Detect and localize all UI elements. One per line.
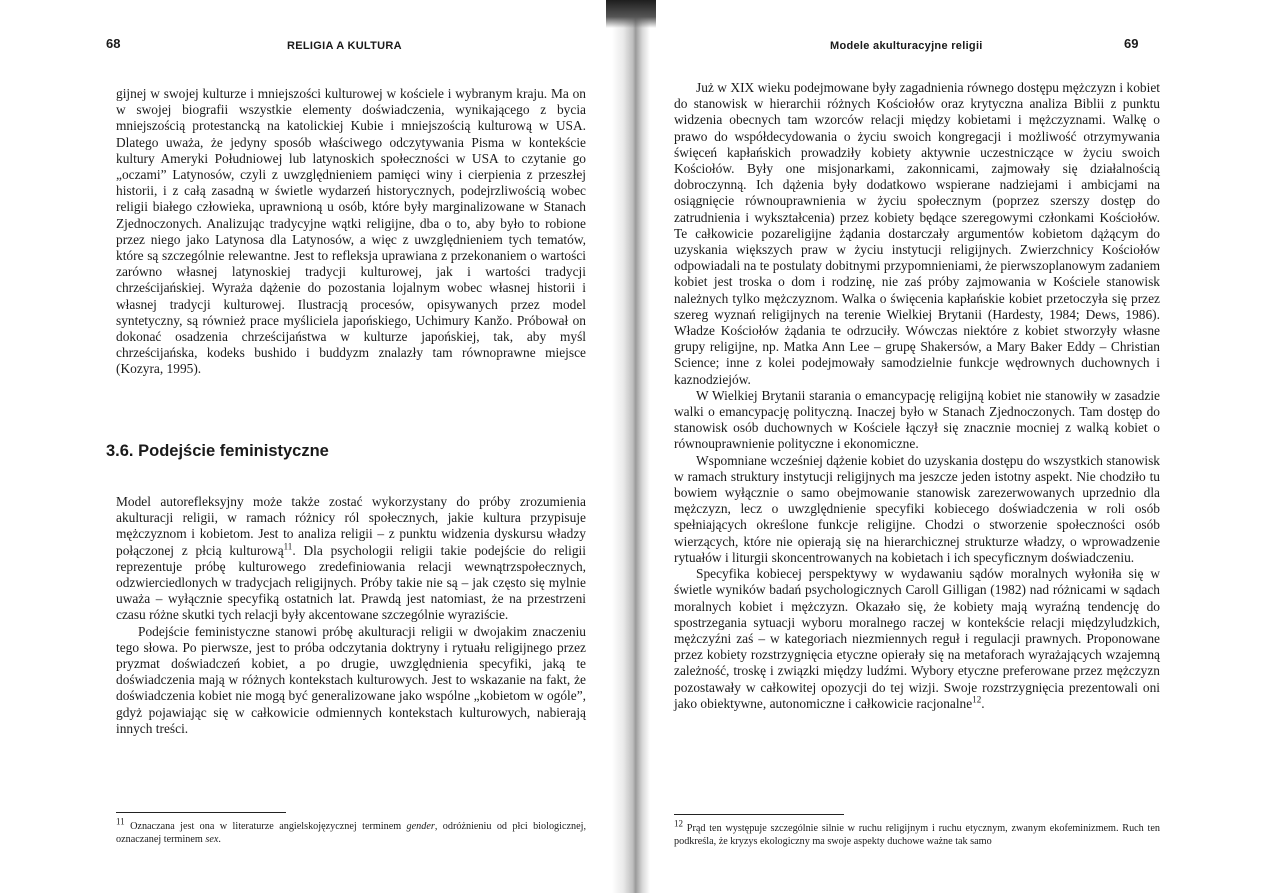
- footnote-11-text-1: Oznaczana jest ona w literaturze angielskojęzycznej terminem: [124, 821, 407, 832]
- right-page: [640, 0, 1263, 893]
- section-paragraph-1-end: . Dla psychologii religii takie podejście do religii reprezentuje próbę kulturowego zredefiniowania relacji wewnątrzspołecznych, odzwierciedlonych w tradycjach religijnych. Próby takie nie są – jak często się mylnie uważa – wyłącznie specyfiką ostatnich lat. Prawdą jest natomiast, że na przestrzeni czasu różne skutki tych relacji były akcentowane szczególnie wyraziście.: [116, 542, 586, 623]
- footnote-11-term-sex: sex: [205, 834, 219, 846]
- footnote-separator-right: [674, 814, 844, 815]
- left-section-text: [116, 494, 586, 737]
- page-number-left: 68: [106, 36, 121, 51]
- right-paragraph-1: [674, 80, 1160, 388]
- section-paragraph-2: Podejście feministyczne stanowi próbę akulturacji religii w dwojakim znaczeniu tego słowa. Po pierwsze, jest to próba odczytania doktryny i rytuału religijnego przez pryzmat doświadczeń kobiet, a po drugie, uwzględnienia specyfiki, jaką te doświadczenia mają w różnych kontekstach kulturowych. Jest to wskazanie na fakt, że doświadczenia kobiet nie mogą być generalizowane jako wspólne „kobietom w ogóle”, gdyż pojawiając się w całkowicie odmiennych kontekstach kulturowych, nabierają innych treści.: [116, 623, 586, 736]
- continuation-paragraph: gijnej w swojej kulturze i mniejszości kulturowej w kościele i wybranym kraju. Ma on w swojej biografii wszystkie elementy doświadczenia, wynikającego z bycia mniejszością protestancką na katolickiej Kubie i mniejszością kulturową w USA. Dlatego uważa, że jedyny sposób właściwego odczytywania Pisma w kontekście kultury Ameryki Południowej lub latynoskich społeczności w USA to czytanie go „oczami” Latynosów, czyli z uwzględnieniem pamięci winy i cierpienia z przeszłej historii, i z całą zasadną w świetle wydarzeń historycznych, podejrzliwością wobec religii białego człowieka, uprawnioną u osób, które były marginalizowane w Stanach Zjednoczonych. Analizując tradycyjne wątki religijne, dba o to, aby było to robione przez niego jako Latynosa dla Latynosów, a więc z uwzględnieniem tych tematów, które są szczególnie relewantne. Jest to refleksja uprawiana z przekonaniem o wartości zarówno własnej latynoskiej tradycji kulturowej, jak i wartości tradycji chrześcijańskiej. Wyraża dążenie do pozostania lojalnym wobec własnej historii i własnej tradycji kulturowej. Ilustracją procesów, opisywanych przez model syntetyczny, są również prace myśliciela japońskiego, Uchimury Kanžo. Próbował on dokonać osadzenia chrześcijaństwa w kulturze japońskiej, tak, aby myśl chrześcijańska, kodeks bushido i buddyzm znalazły tam równoprawne miejsce (Kozyra, 1995).: [116, 86, 586, 377]
- right-paragraph-3: Wspomniane wcześniej dążenie kobiet do uzyskania dostępu do wszystkich stanowisk w ramach struktury instytucji religijnych ma jeszcze jeden istotny aspekt. Nie chodziło tu bowiem wyłącznie o samo obejmowanie stanowisk zarezerwowanych uprzednio dla mężczyzn, lecz o uwzględnienie specyfiki kobiecego doświadczenia w roli osób spełniających określone funkcje religijne. Chodzi o stworzenie społeczności osób wierzących, które nie opierają się na hierarchicznej strukturze władzy, o wprowadzenie rytuałów i liturgii skoncentrowanych na kobietach i ich specyficznym doświadczeniu.: [674, 452, 1160, 565]
- footnote-separator-left: [116, 812, 286, 813]
- footnote-11-text-3: .: [218, 834, 221, 846]
- running-head-right: Modele akulturacyjne religii: [830, 40, 983, 52]
- page-number-right: 69: [1124, 36, 1139, 51]
- section-paragraph-1-start: Model autorefleksyjny może także zostać wykorzystany do próby zrozumienia akulturacji religii, w ramach różnicy ról społecznych, jakie kultura przypisuje mężczyznom i kobietom. Jest to analiza religii – z punktu widzenia dyskursu władzy połączonej z płcią kulturową: [116, 494, 586, 558]
- left-continuation-text: [116, 86, 586, 378]
- footnote-11: [116, 816, 586, 847]
- footnote-12: [674, 818, 1160, 849]
- left-page: [0, 0, 618, 893]
- running-head-left: RELIGIA A KULTURA: [287, 40, 402, 52]
- right-paragraph-4: [674, 566, 1160, 712]
- section-paragraph-1: [116, 494, 586, 624]
- footnote-reference-11: 11: [283, 541, 293, 552]
- footnote-reference-12: 12: [972, 694, 982, 705]
- footnote-12-text: Prąd ten występuje szczególnie silnie w ruchu religijnym i ruchu etycznym, zwanym ekofeminizmem. Ruch ten podkreśla, że kryzys ekologiczny ma swoje aspekty duchowe ważne tak samo: [674, 823, 1160, 848]
- right-paragraph-1-start: Już w XIX wieku podejmowane były zagadnienia równego dostępu mężczyzn i kobiet do stanowisk w hierarchii różnych Kościołów oraz krytyczna analiza Biblii z punktu widzenia obecnych tam wzorców relacji między kobietami i mężczyznami. Walkę o prawo do współdecydowania o życiu swoich kongregacji i możliwość otrzymywania święceń kapłańskich prowadziły kobiety aktywnie uczestniczące w życiu swoich Kościołów. Były one misjonarkami, zakonnicami, zajmowały się działalnością dobroczynną. Ich dążenia były dodatkowo wspierane nadziejami i ambicjami na osiągnięcie równouprawnienia w życiu społecznym (poprzez szerszy dostęp do zatrudnienia i wykształcenia) przez kobiety będące szeregowymi członkami Kościołów. Te całkowicie pozareligijne żądania dostarczały argumentów kobietom dążącym do uzyskania większych praw w życiu instytucji religijnych. Zwierzchnicy Kościołów odpowiadali na te postulaty dobitnymi przypomnieniami, że pierwszoplanowym zadaniem kobiet jest troska o dom i rodzinę, nie zaś próby zajmowania w Kościele stanowisk należnych tylko mężczyznom. Walka o święcenia kapłańskie kobiet przetoczyła się przez szereg wyznań religijnych na terenie Wielkiej Brytanii (Hardesty, 1984; Dews, 1986). Władze Kościołów żądania te odrzuciły. Wówczas niektóre z kobiet stworzyły własne grupy religijne, np. Matka Ann Lee – grupę Shakersów, a Mary Baker Eddy – Christian Science; inne z kolei podejmowały samodzielnie funkcje wędrownych duchownych i kaznodziejów.: [674, 80, 1160, 387]
- footnote-11-term-gender: gender: [406, 821, 435, 832]
- footnote-11-text-2: , odróżnieniu od płci biologicznej, oznaczanej terminem: [116, 821, 586, 846]
- right-paragraph-2: W Wielkiej Brytanii starania o emancypację religijną kobiet nie stanowiły w zasadzie walki o emancypację polityczną. Inaczej było w Stanach Zjednoczonych. Tam dostęp do stanowisk osób duchownych w Kościele łączył się znacznie mocniej z walką kobiet o równouprawnienie polityczne i ekonomiczne.: [674, 387, 1160, 452]
- right-body-text: [674, 80, 1160, 712]
- footnote-11-marker: 11: [116, 816, 125, 827]
- section-heading: 3.6. Podejście feministyczne: [106, 442, 329, 460]
- right-paragraph-4-start: Specyfika kobiecej perspektywy w wydawaniu sądów moralnych wyłoniła się w świetle wyników badań psychologicznych Caroll Gilligan (1982) nad różnicami w sądach moralnych kobiet i mężczyzn. Okazało się, że kobiety mają wyraźną tendencję do spostrzegania sytuacji wyboru moralnego raczej w kontekście relacji międzyludzkich, mężczyźni zaś – w kategoriach niezmiennych reguł i regulacji prawnych. Proponowane przez kobiety rozstrzygnięcia etyczne opierały się na metaforach wyrażających wzajemną zależność, troskę i związki między ludźmi. Wybory etyczne preferowane przez mężczyzn pozostawały w całkowitej opozycji do tej wizji. Swoje rozstrzygnięcia prezentowali oni jako obiektywne, autonomiczne i całkowicie racjonalne: [674, 566, 1160, 711]
- footnote-12-marker: 12: [674, 818, 683, 829]
- right-paragraph-4-end: .: [981, 695, 985, 711]
